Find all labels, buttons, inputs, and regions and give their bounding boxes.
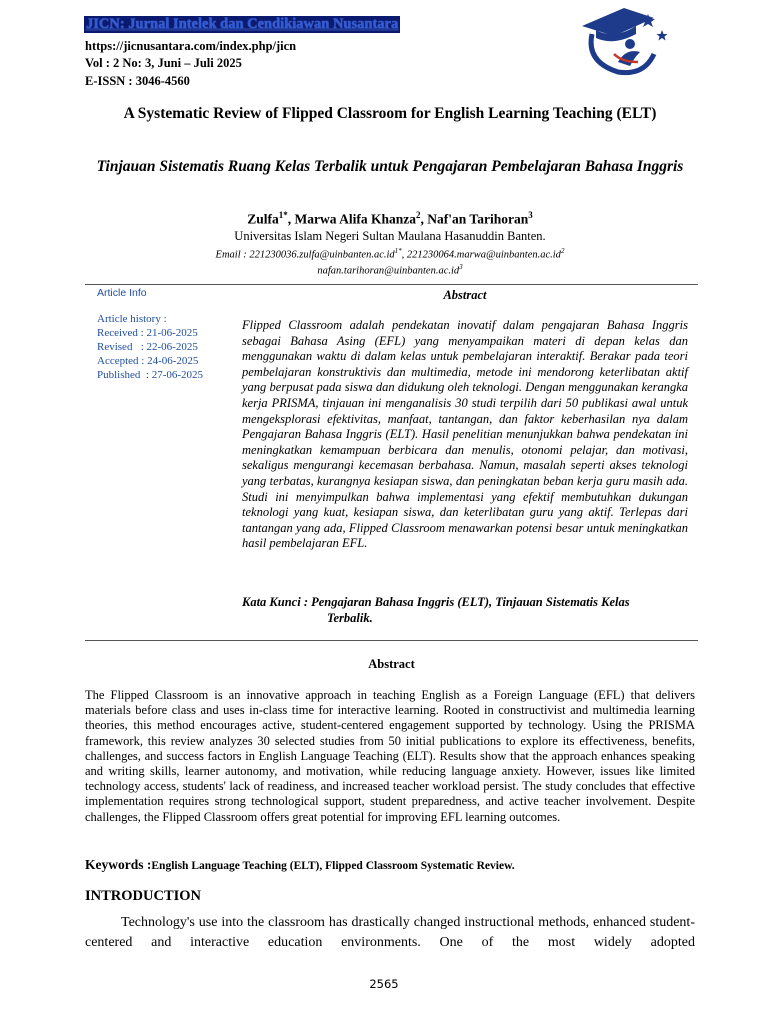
abstract-en-title: Abstract: [368, 657, 415, 671]
authors: Zulfa$^{1*}$, Marwa Alifa Khanza$^2$, Naf'an Tarihoran$^3$: [247, 210, 533, 227]
email-line-2: $nafan.tarihoran@uinbanten.ac.id^3$: [317, 263, 463, 277]
introduction-heading: INTRODUCTION: [85, 888, 202, 904]
keywords-en-label: Keywords :: [85, 857, 152, 872]
graduation-cap-logo-icon: [574, 4, 684, 76]
keywords-id-rest: Terbalik.: [327, 610, 373, 625]
affiliation: Universitas Islam Negeri Sultan Maulana Hasanuddin Banten.: [234, 229, 546, 243]
divider-top: [85, 284, 698, 285]
journal-url[interactable]: https://jicnusantara.com/index.php/jicn: [85, 39, 297, 53]
accepted-date: Accepted : 24-06-2025: [97, 355, 199, 367]
abstract-id-text: Flipped Classroom adalah pendekatan inovatif dalam pengajaran Bahasa Inggris sebagai Bahasa Asing (EFL) yang menyampaikan materi di depan kelas dan menggunakan waktu di dalam kelas untuk pembelajaran interaktif. Berakar pada teori pembelajaran konstruktivis dan multimedia, metode ini mendorong keterlibatan aktif yang berpusat pada siswa dan didukung oleh teknologi. Dengan menggunakan kerangka kerja PRISMA, tinjauan ini menganalisis 30 studi terpilih dari 50 publikasi awal untuk mengeksplorasi efektivitas, manfaat, tantangan, dan faktor keberhasilan nya dalam Pengajaran Bahasa Inggris (ELT). Hasil penelitian menunjukkan bahwa pendekatan ini meningkatkan kemampuan berbicara dan menulis, otonomi pelajar, dan motivasi, sekaligus mengurangi kecemasan berbahasa. Namun, masalah seperti akses teknologi yang terbatas, kurangnya kesiapan siswa, dan peningkatan beban kerja guru masih ada. Studi ini menyimpulkan bahwa implementasi yang efektif membutuhkan dukungan teknologi yang kuat, kesiapan siswa, dan keterlibatan guru yang aktif. Terlepas dari tantangan yang ada, Flipped Classroom menawarkan potensi besar untuk meningkatkan hasil pembelajaran EFL.: [242, 318, 688, 551]
revised-date: Revised : 22-06-2025: [97, 341, 198, 353]
keywords-id: [242, 595, 688, 626]
keywords-en: [85, 857, 695, 873]
keywords-id-label: Kata Kunci : Pengajaran Bahasa Inggris (ELT), Tinjauan Sistematis Kelas: [242, 595, 630, 609]
keywords-en-value: English Language Teaching (ELT), Flipped Classroom Systematic Review.: [151, 860, 515, 872]
introduction-text: Technology's use into the classroom has drastically changed instructional methods, enhanced student-centered and interactive education environments. One of the most widely adopted: [85, 915, 695, 950]
divider-bottom: [85, 640, 698, 641]
published-date: Published : 27-06-2025: [97, 369, 204, 381]
email-line-1: Email : $221230036.zulfa@uinbanten.ac.id^{1*}$, $221230064.marwa@uinbanten.ac.id^2$: [215, 247, 565, 261]
paper-title-english: A Systematic Review of Flipped Classroom for English Learning Teaching (ELT): [123, 105, 657, 122]
article-history-label: Article history :: [97, 313, 167, 325]
journal-name: JICN: Jurnal Intelek dan Cendikiawan Nusantara: [86, 16, 399, 32]
page-number: 2565: [369, 977, 399, 991]
abstract-en-text: The Flipped Classroom is an innovative approach in teaching English as a Foreign Language (EFL) that delivers materials before class and uses in-class time for interactive learning. Rooted in constructivist and multimedia learning theories, this method encourages active, student-centered engagement supported by technology. Using the PRISMA framework, this review analyzes 30 selected studies from 50 initial publications to explore its effectiveness, benefits, challenges, and success factors in English Language Teaching (ELT). Results show that the approach enhances speaking and writing skills, learner autonomy, and motivation, while reducing language anxiety. However, issues like limited technology access, students' lack of readiness, and increased teacher workload persist. The study concludes that effective implementation requires strong technological support, student preparedness, and active teacher involvement. Despite challenges, the Flipped Classroom offers great potential for improving EFL learning outcomes.: [85, 688, 695, 824]
journal-volume: Vol : 2 No: 3, Juni – Juli 2025: [85, 56, 242, 70]
abstract-id-title: Abstract: [443, 288, 487, 302]
paper-title-indonesian: Tinjauan Sistematis Ruang Kelas Terbalik untuk Pengajaran Pembelajaran Bahasa Inggris: [96, 158, 684, 175]
journal-issn: E-ISSN : 3046-4560: [85, 74, 190, 88]
received-date: Received : 21-06-2025: [97, 327, 198, 339]
article-info-label: Article Info: [97, 287, 147, 299]
